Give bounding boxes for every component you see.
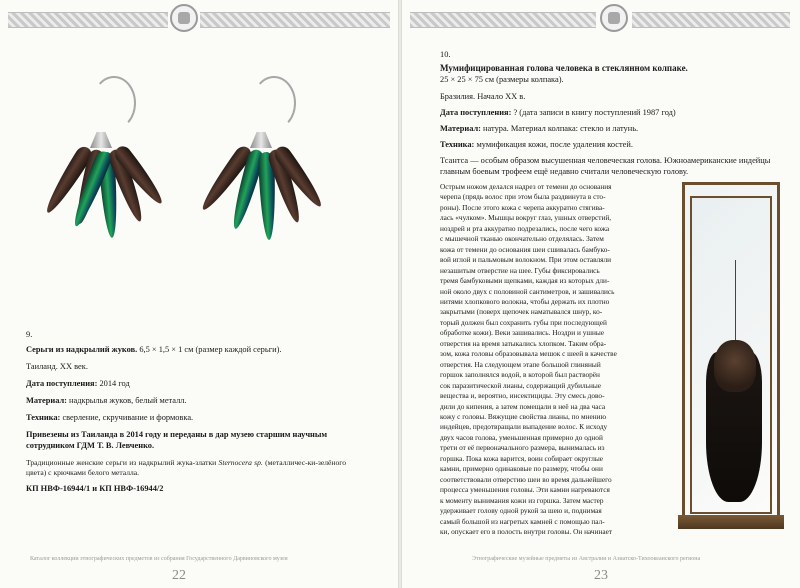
body-line: сок паразитической лианы, содержащий дубильные — [440, 380, 601, 390]
item-title: Мумифицированная голова человека в стеклянном колпаке. — [440, 63, 688, 73]
body-line: вой иглой и пальмовым волокном. При этом оставляли — [440, 255, 612, 265]
technique-value: мумификация кожи, после удаления костей. — [476, 140, 633, 149]
body-line: вещества и, вероятно, инсектициды. Эту смесь дово- — [440, 391, 605, 401]
item-number: 10. — [440, 50, 451, 59]
body-line: горшок заполнялся водой, в которой был растворён — [440, 370, 600, 380]
description-part-2: (металличес-ки-зелёного цвета) с крючками белого металла. — [26, 458, 347, 478]
provenance: Привезены из Таиланда в 2014 году и переданы в дар музею старшим научным сотрудником ГДМ Т. В. Левченко. — [26, 430, 328, 450]
date-label: Дата поступления: — [440, 108, 512, 117]
body-line: самый большой из нагретых камней с помощью пал- — [440, 516, 605, 526]
body-text — [440, 182, 676, 537]
item-title: Серьги из надкрылий жуков. — [26, 345, 138, 354]
body-line: камни, примерно одинаковые по размеру, чтобы они — [440, 464, 603, 474]
body-line: дили до кипения, а затем помещали в неё на два часа — [440, 401, 606, 411]
ornament-band-right — [200, 12, 390, 28]
page-number-left: 22 — [172, 568, 186, 583]
body-line: торый должен был сохранить губы при последующей — [440, 317, 607, 327]
item-size: 6,5 × 1,5 × 1 см (размер каждой серьги). — [139, 345, 282, 354]
earring-left-image — [40, 70, 180, 310]
body-line: горшка. Пока кожа варится, воин собирает округлые — [440, 453, 603, 463]
footer-left: Каталог коллекции этнографических предметов из собрания Государственного Дарвиновского музея — [30, 556, 288, 562]
description-part-1: Традиционные женские серьги из надкрылий жука-златки — [26, 458, 217, 467]
body-line: роны). После этого кожа с черепа аккуратно стягива- — [440, 202, 605, 212]
footer-right: Этнографические музейные предметы из Австралии и Азиатско-Тихоокеанского региона — [472, 556, 701, 562]
material-line — [26, 396, 187, 407]
description — [26, 458, 346, 478]
technique-line — [440, 140, 633, 151]
body-line: тремя бамбуковыми щепками, каждая из которых дли- — [440, 276, 610, 286]
date-line — [26, 379, 130, 390]
technique-label: Техника: — [440, 140, 475, 149]
body-line: трети от её первоначального размера, вынималась из — [440, 443, 605, 453]
body-line: к моменту вынимания кожи из горшка. Затем мастер — [440, 495, 604, 505]
body-line: с мышечной тканью окончательно отделялась. Затем — [440, 234, 604, 244]
intro-paragraph: Тсантса — особым образом высушенная человеческая голова. Южноамериканские индейцы главным боевым трофеем ещё недавно считали человеческую голову. — [440, 156, 771, 176]
body-line: незашитым отверстие на шее. Губы фиксировались — [440, 265, 600, 275]
material-label: Материал: — [26, 396, 67, 405]
material-label: Материал: — [440, 124, 481, 133]
body-line: зом, кожа головы образовывала мешок с шеей в качестве — [440, 349, 617, 359]
body-line: лась «чулком». Мышцы вокруг глаз, ушных отверстий, — [440, 213, 612, 223]
item-number: 9. — [26, 330, 33, 339]
material-value: надкрылья жуков, белый металл. — [69, 396, 187, 405]
description-species: Sternocera sp. — [218, 458, 263, 467]
date-value: ? (дата записи в книгу поступлений 1987 год) — [513, 108, 676, 117]
body-line: соответствовали отверстию шеи во время дальнейшего — [440, 474, 612, 484]
body-line: закрытыми (поверх щепочек наматывался шнур, ко- — [440, 307, 603, 317]
inventory-number: КП НВФ-16944/1 и КП НВФ-16944/2 — [26, 484, 164, 493]
ornament-band-right — [632, 12, 790, 28]
technique-line — [26, 413, 193, 424]
body-line: кожу с головы. Вяжущие свойства лианы, по мнению — [440, 411, 607, 421]
technique-label: Техника: — [26, 413, 61, 422]
date-label: Дата поступления: — [26, 379, 98, 388]
item-size: 25 × 25 × 75 см (размеры колпака). — [440, 75, 564, 84]
body-line: удерживает голову одной рукой за шею и, поднимая — [440, 506, 602, 516]
museum-emblem-icon — [170, 4, 198, 32]
item-origin: Таиланд. XX век. — [26, 362, 88, 371]
left-page — [0, 0, 398, 588]
body-line: кожа от темени до основания шеи сшивалась бамбуко- — [440, 244, 610, 254]
ornament-band-left — [410, 12, 596, 28]
body-line: нитями хлопкового волокна, чтобы держать их плотно — [440, 296, 610, 306]
body-line: процесса уменьшения головы. Эти камни нагреваются — [440, 485, 610, 495]
body-line: ноздрей и рта аккуратно подрезались, после чего кожа — [440, 223, 610, 233]
date-line — [440, 108, 676, 119]
body-line: черепа (прядь волос при этом была раздвинута в сто- — [440, 192, 606, 202]
body-line: обработке кожи). Веки зашивались. Ноздри и ушные — [440, 328, 605, 338]
body-line: отверстия. На следующем этапе большой глиняный — [440, 359, 601, 369]
earring-right-image — [200, 70, 340, 310]
museum-emblem-icon — [600, 4, 628, 32]
body-line: ки, опускает его в полость внутри головы. Он начинает — [440, 526, 613, 536]
body-line: отверстия на время затыкались хлопком. Таким обра- — [440, 338, 607, 348]
page-number-right: 23 — [594, 568, 608, 583]
item-title-line — [26, 345, 366, 356]
body-line: ной около двух с половиной сантиметров, и зашивались — [440, 286, 615, 296]
body-line: индейцев, предотвращали выпадение волос. К исходу — [440, 422, 608, 432]
body-line: двух часов голова, уменьшенная примерно до одной — [440, 432, 603, 442]
ornament-band-left — [8, 12, 168, 28]
item-origin: Бразилия. Начало XX в. — [440, 92, 526, 101]
body-line: Острым ножом делался надрез от темени до основания — [440, 182, 612, 191]
technique-value: сверление, скручивание и формовка. — [62, 413, 194, 422]
material-line — [440, 124, 638, 135]
material-value: натура. Материал колпака: стекло и латунь. — [483, 124, 639, 133]
date-value: 2014 год — [99, 379, 130, 388]
